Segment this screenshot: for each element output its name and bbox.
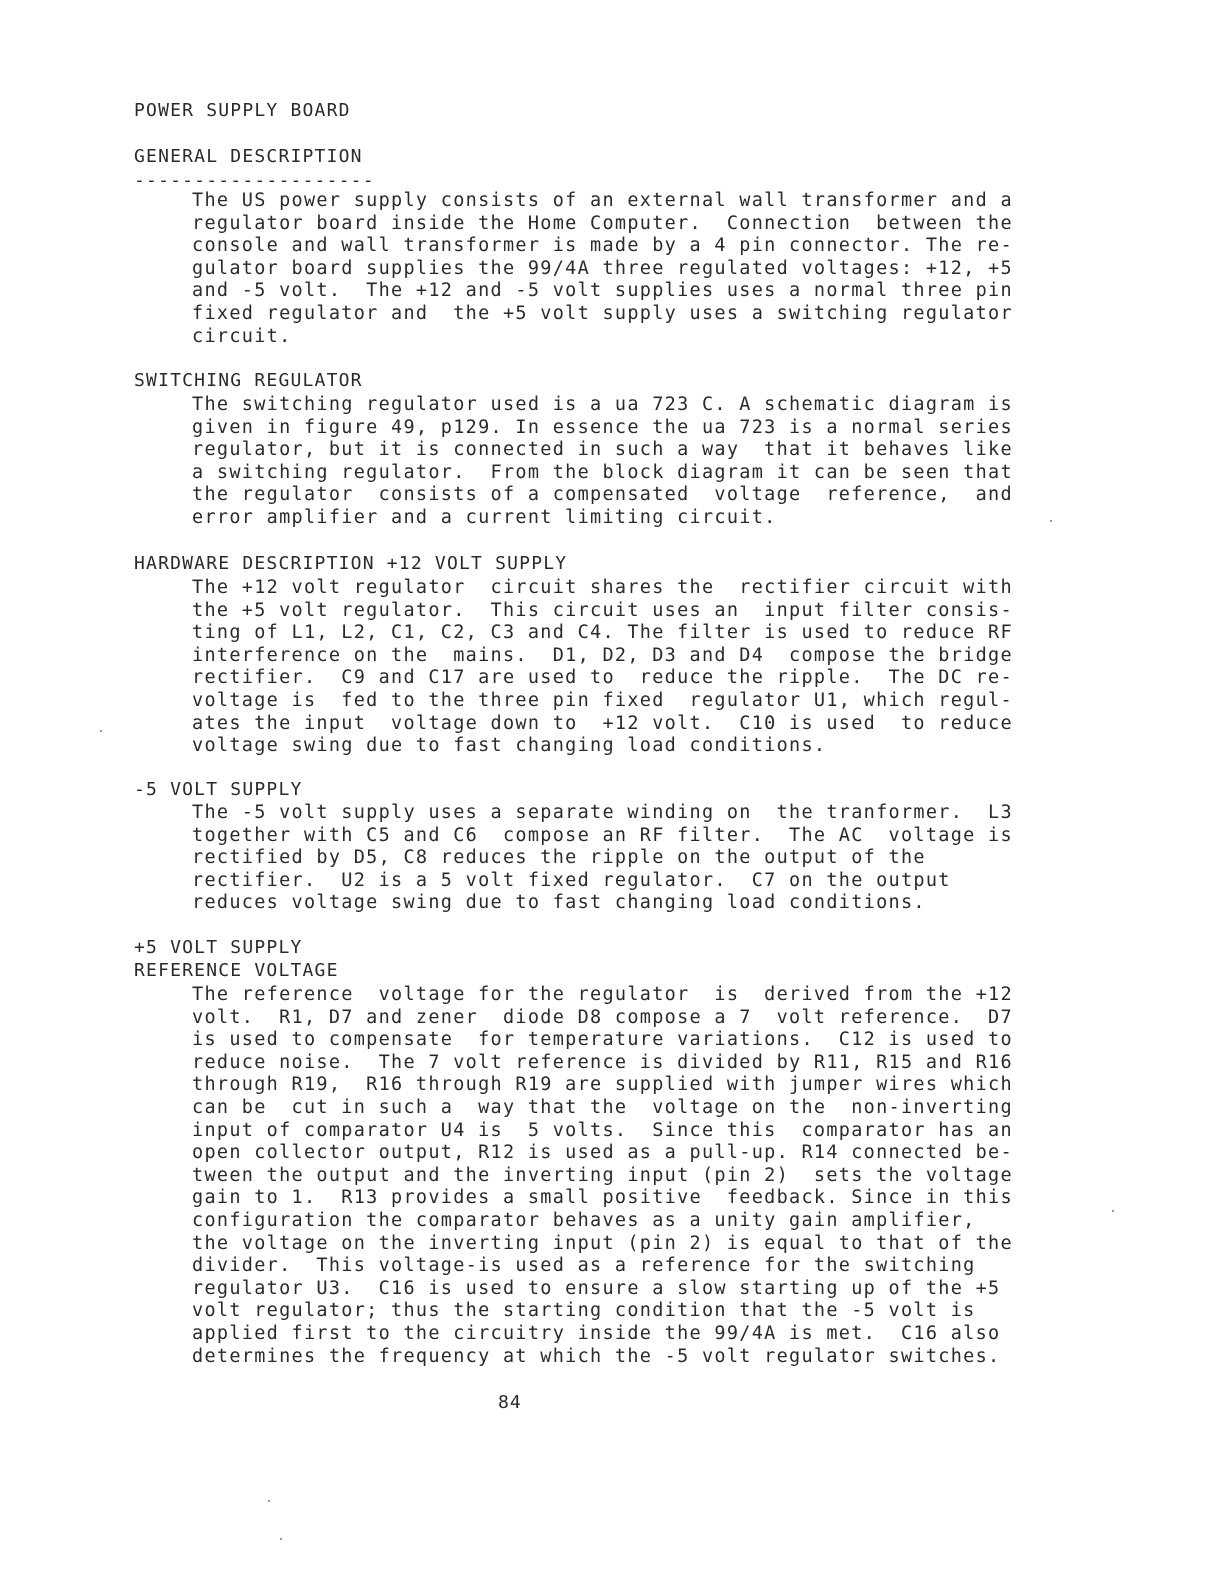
page-title: POWER SUPPLY BOARD xyxy=(134,100,351,121)
scan-speck xyxy=(268,1500,270,1502)
reference-voltage-heading: REFERENCE VOLTAGE xyxy=(134,960,339,981)
minus5-volt-paragraph: The -5 volt supply uses a separate winding on the tranformer. L3 together with C5 and C6 compose an RF filter. The AC voltage is rectified by D5, C8 reduces the ripple on the output of the rectifier. U2 is a 5 volt fixed regulator. C7 on the output reduces voltage swing due to fast changing load conditions. xyxy=(192,802,1013,914)
scan-speck xyxy=(280,1538,282,1540)
reference-voltage-paragraph: The reference voltage for the regulator is derived from the +12 volt. R1, D7 and zener diode D8 compose a 7 volt reference. D7 is used to compensate for temperature variations. C12 is used to reduce noise. The 7 volt reference is divided by R11, R15 and R16 through R19, R16 through R19 are supplied with jumper wires which can be cut in such a way that the voltage on the non-inverting input of comparator U4 is 5 volts. Since this comparator has an open collector output, R12 is used as a pull-up. R14 connected be- tween the output and the inverting input (pin 2) sets the voltage gain to 1. R13 provides a small positive feedback. Since in this configuration the comparator behaves as a unity gain amplifier, the voltage on the inverting input (pin 2) is equal to that of the divider. This voltage-is used as a reference for the switching regulator U3. C16 is used to ensure a slow starting up of the +5 volt regulator; thus the starting condition that the -5 volt is applied first to the circuitry inside the 99/4A is met. C16 also determines the frequency at which the -5 volt regulator switches. xyxy=(192,984,1013,1367)
plus12-volt-heading: HARDWARE DESCRIPTION +12 VOLT SUPPLY xyxy=(134,553,568,574)
general-description-paragraph: The US power supply consists of an external wall transformer and a regulator board inside the Home Computer. Connection between the console and wall transformer is made by a 4 pin connector. The re- gulator board supplies the 99/4A three regulated voltages: +12, +5 and -5 volt. The +12 and -5 volt supplies uses a normal three pin fixed regulator and the +5 volt supply uses a switching regulator circuit. xyxy=(192,190,1013,347)
page-number: 84 xyxy=(498,1392,522,1413)
heading-underline: -------------------- xyxy=(134,170,375,191)
general-description-heading: GENERAL DESCRIPTION xyxy=(134,146,363,167)
switching-regulator-paragraph: The switching regulator used is a ua 723 C. A schematic diagram is given in figure 49, p129. In essence the ua 723 is a normal series regulator, but it is connected in such a way that it behaves like a switching regulator. From the block diagram it can be seen that the regulator consists of a compensated voltage reference, and error amplifier and a current limiting circuit. xyxy=(192,394,1013,528)
scan-speck xyxy=(1112,1210,1114,1212)
switching-regulator-heading: SWITCHING REGULATOR xyxy=(134,370,363,391)
plus5-volt-heading: +5 VOLT SUPPLY xyxy=(134,937,303,958)
plus12-volt-paragraph: The +12 volt regulator circuit shares the rectifier circuit with the +5 volt regulator. This circuit uses an input filter consis- ting of L1, L2, C1, C2, C3 and C4. The filter is used to reduce RF interference on the mains. D1, D2, D3 and D4 compose the bridge rectifier. C9 and C17 are used to reduce the ripple. The DC re- voltage is fed to the three pin fixed regulator U1, which regul- ates the input voltage down to +12 volt. C10 is used to reduce voltage swing due to fast changing load conditions. xyxy=(192,577,1013,757)
minus5-volt-heading: -5 VOLT SUPPLY xyxy=(134,779,303,800)
scan-speck xyxy=(100,730,102,732)
scan-speck xyxy=(1050,520,1052,522)
